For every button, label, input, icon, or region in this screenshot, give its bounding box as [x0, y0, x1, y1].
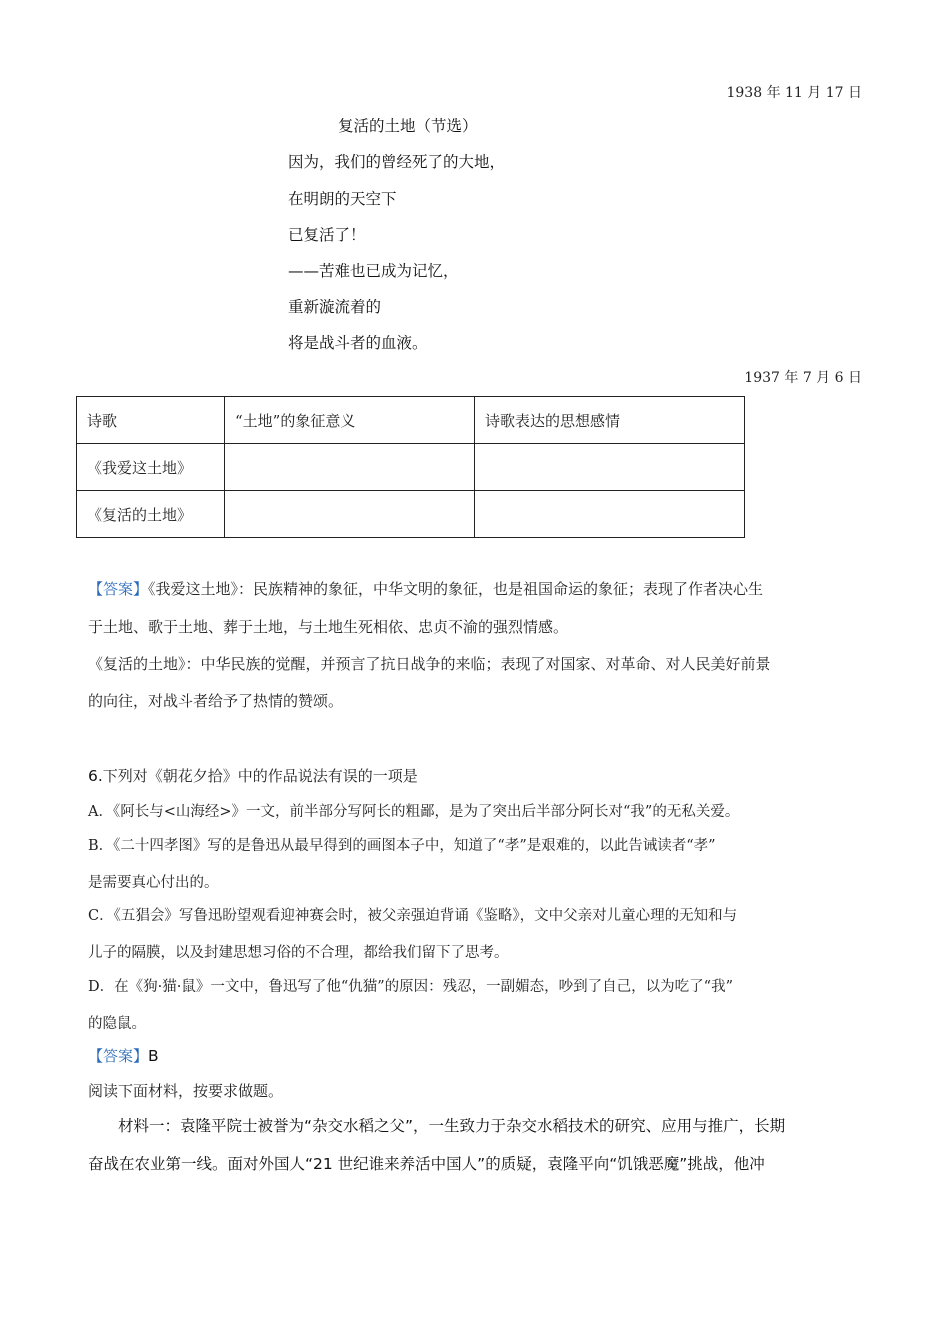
answer5-line1 — [88, 578, 763, 599]
poem-line: 重新漩流着的 — [288, 298, 382, 316]
poem1-date: 1938 年 11 月 17 日 — [726, 85, 862, 101]
answer-text: 《我爱这土地》：民族精神的象征，中华文明的象征，也是祖国命运的象征；表现了作者决心生 — [148, 580, 764, 598]
poem2-date: 1937 年 7 月 6 日 — [744, 370, 862, 386]
reading-instruction: 阅读下面材料，按要求做题。 — [88, 1082, 284, 1100]
question6-answer — [88, 1045, 159, 1066]
option-c-line2: 儿子的隔膜，以及封建思想习俗的不合理，都给我们留下了思考。 — [88, 945, 509, 961]
answer5-line4: 的向往，对战斗者给予了热情的赞颂。 — [88, 692, 344, 710]
table-row — [77, 444, 745, 491]
table-cell — [225, 491, 475, 538]
table-header-cell: “土地”的象征意义 — [225, 397, 475, 444]
table-row — [77, 491, 745, 538]
table-header-row — [77, 397, 745, 444]
option-d-line2: 的隐鼠。 — [88, 1016, 146, 1032]
table-cell: 《我爱这土地》 — [77, 444, 225, 491]
answer-value: B — [148, 1047, 159, 1065]
table-cell: 《复活的土地》 — [77, 491, 225, 538]
poem-line: ——苦难也已成为记忆， — [288, 262, 459, 280]
material1-line1: 材料一：袁隆平院士被誉为“杂交水稻之父”，一生致力于杂交水稻技术的研究、应用与推广，长期 — [118, 1117, 786, 1135]
answer-tag: 【答案】 — [88, 1047, 149, 1065]
answer5-line3: 《复活的土地》：中华民族的觉醒，并预言了抗日战争的来临；表现了对国家、对革命、对人民美好前景 — [88, 655, 771, 673]
question6-stem — [88, 765, 418, 786]
poem-line: 已复活了！ — [288, 226, 366, 244]
option-b-line2: 是需要真心付出的。 — [88, 875, 219, 891]
question-number: 6. — [88, 767, 103, 785]
poem-line: 因为，我们的曾经死了的大地， — [288, 153, 506, 171]
answer-tag: 【答案】 — [88, 580, 149, 598]
table-cell — [475, 444, 745, 491]
question-text: 下列对《朝花夕拾》中的作品说法有误的一项是 — [102, 767, 418, 785]
table-cell — [225, 444, 475, 491]
option-c-line1: C．《五猖会》写鲁迅盼望观看迎神赛会时，被父亲强迫背诵《鉴略》，文中父亲对儿童心理的无知和与 — [88, 908, 738, 924]
table-header-cell: 诗歌表达的思想感情 — [475, 397, 745, 444]
answer5-line2: 于土地、歌于土地、葬于土地，与土地生死相依、忠贞不渝的强烈情感。 — [88, 618, 569, 636]
option-d-line1: D．在《狗·猫·鼠》一文中，鲁迅写了他“仇猫”的原因：残忍，一副媚态，吵到了自己，以为吃了“我” — [88, 979, 733, 995]
poem-line: 将是战斗者的血液。 — [288, 334, 428, 352]
poem-line: 在明朗的天空下 — [288, 190, 397, 208]
option-a: A．《阿长与<山海经>》一文，前半部分写阿长的粗鄙，是为了突出后半部分阿长对“我”的无私关爱。 — [88, 804, 740, 820]
poem-comparison-table — [76, 396, 745, 538]
option-b-line1: B．《二十四孝图》写的是鲁迅从最早得到的画图本子中，知道了“孝”是艰难的，以此告诫读者“孝” — [88, 838, 716, 854]
material1-line2: 奋战在农业第一线。面对外国人“21 世纪谁来养活中国人”的质疑，袁隆平向“饥饿恶魔”挑战，他冲 — [88, 1155, 765, 1173]
poem-title: 复活的土地（节选） — [338, 117, 478, 135]
table-cell — [475, 491, 745, 538]
table-header-cell: 诗歌 — [77, 397, 225, 444]
